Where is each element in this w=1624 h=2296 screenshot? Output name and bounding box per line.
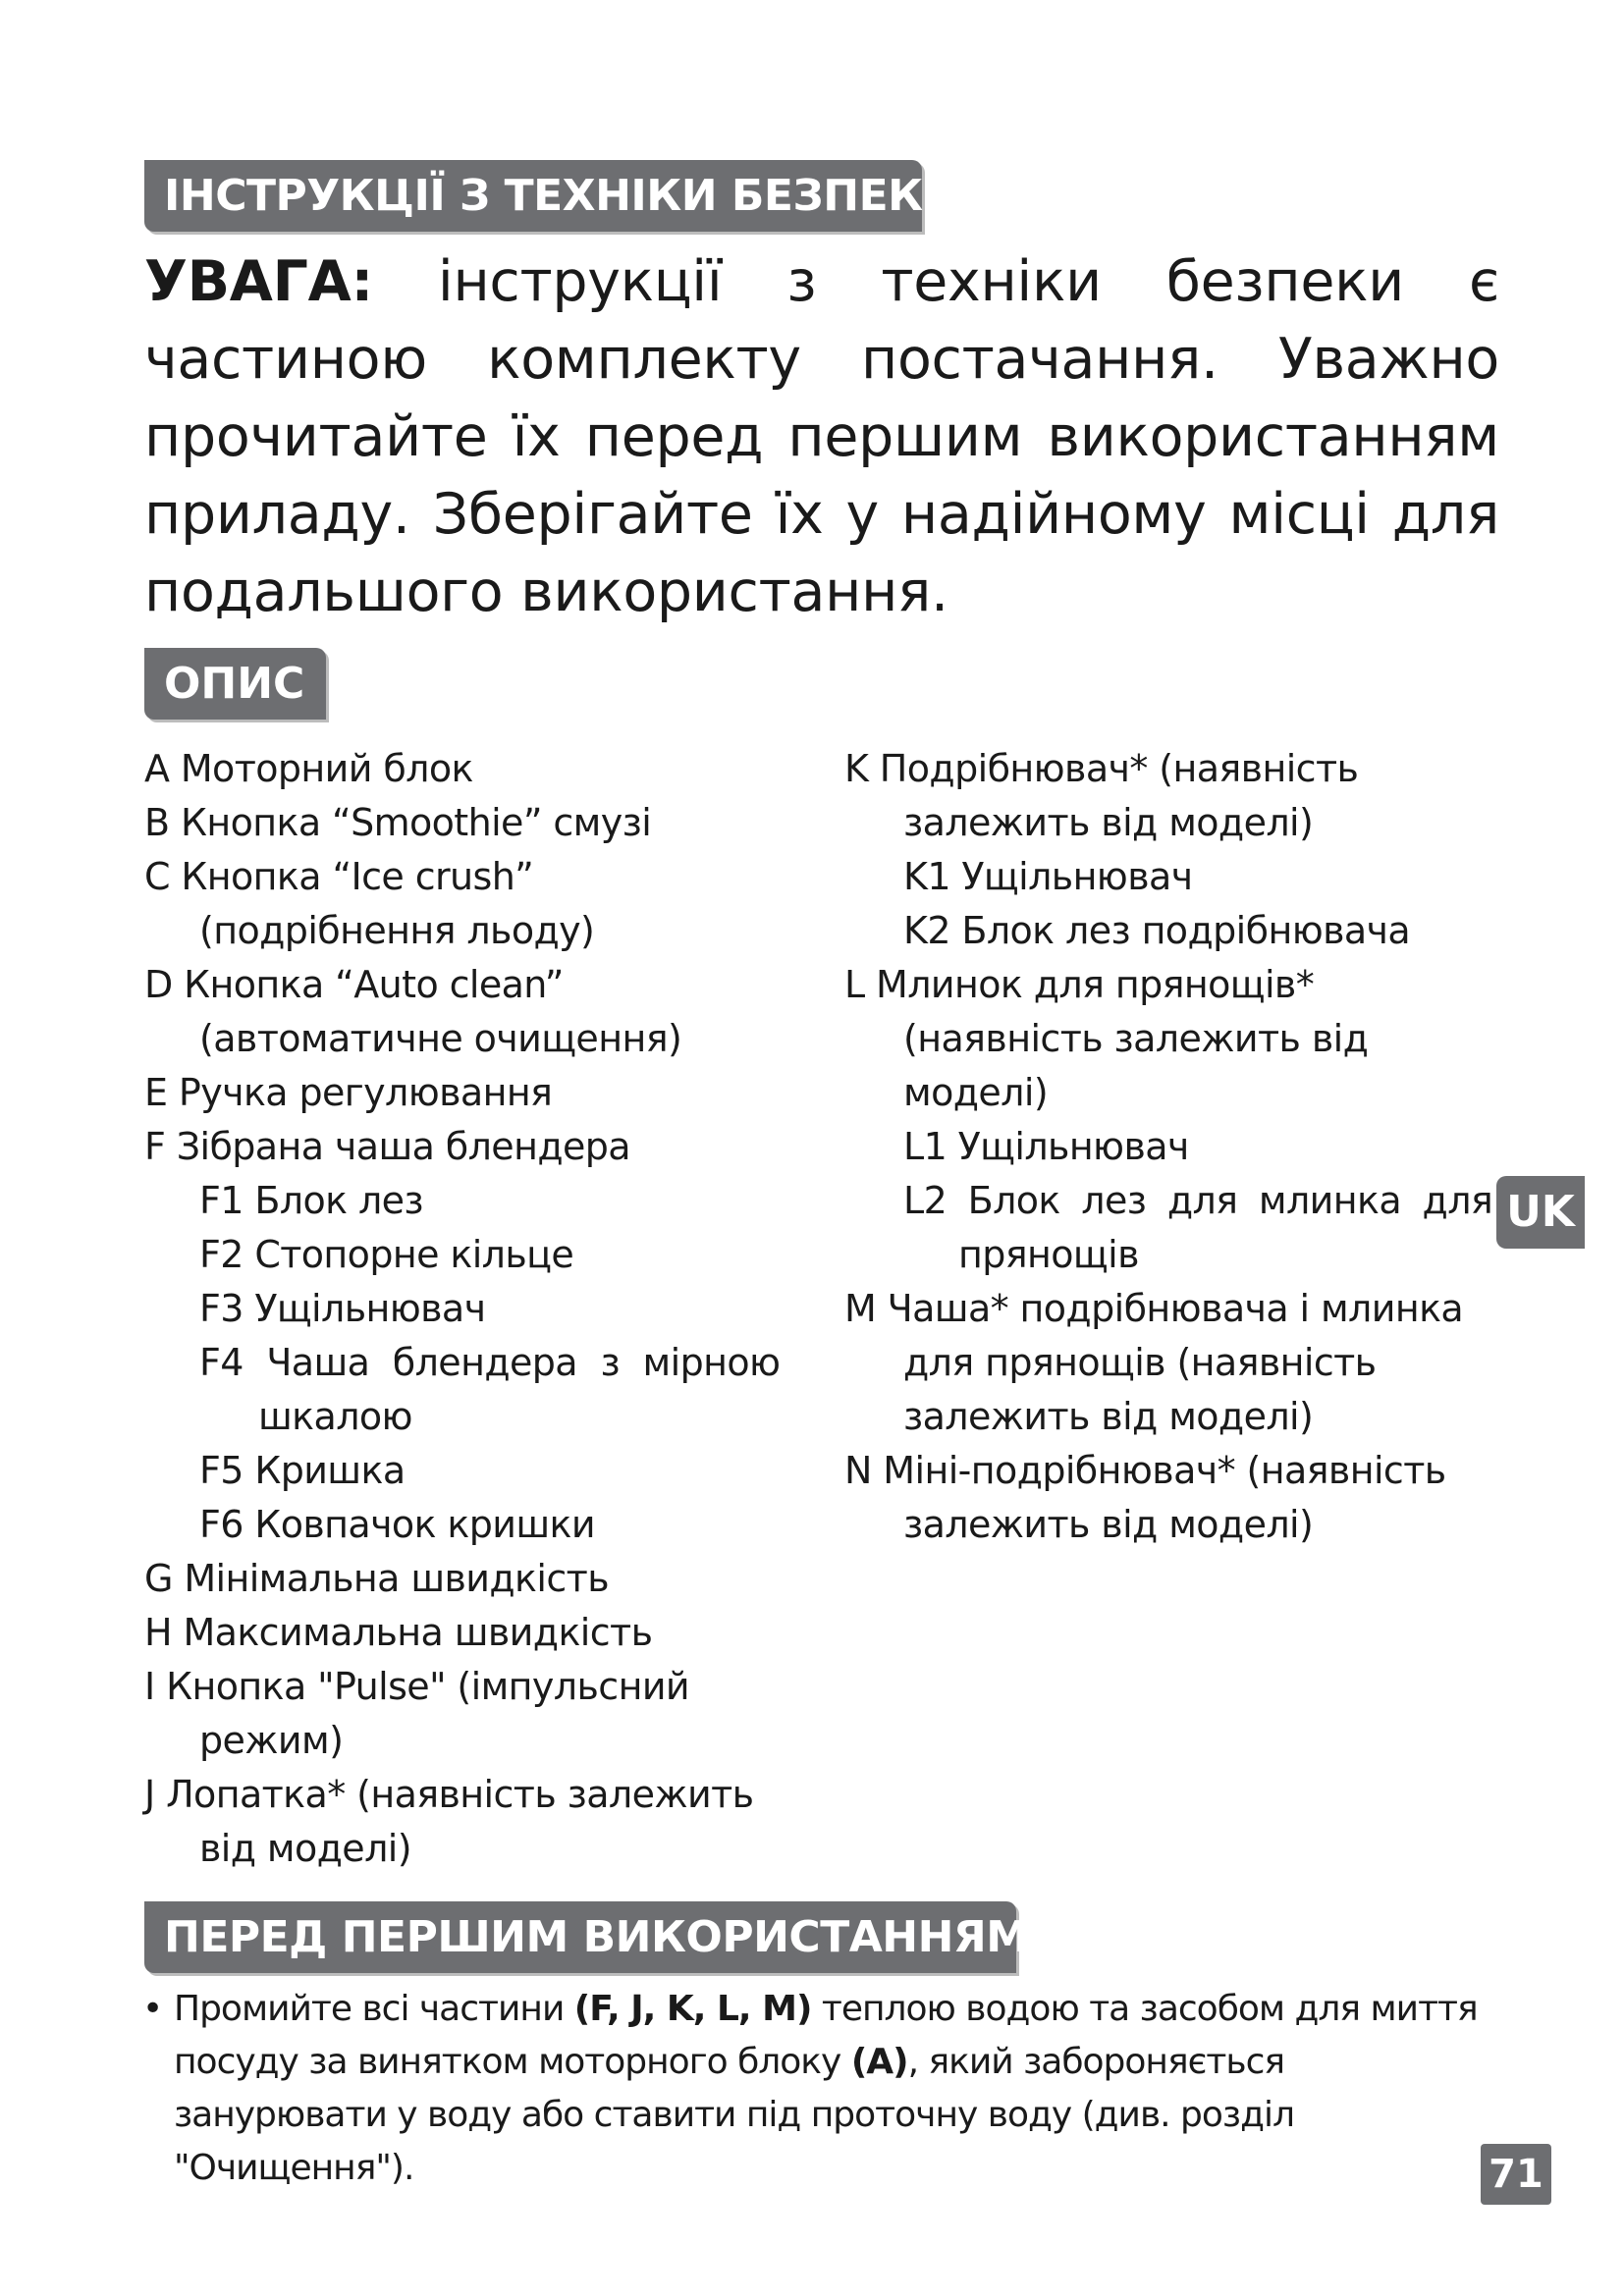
list-item: від моделі)	[199, 1827, 411, 1870]
list-item: K1 Ущільнювач	[903, 855, 1193, 898]
list-item: N Міні-подрібнювач* (наявність	[844, 1449, 1446, 1492]
list-item: залежить від моделі)	[903, 1395, 1314, 1438]
list-item: F1 Блок лез	[199, 1179, 424, 1222]
before-first-use-paragraph	[142, 1983, 1497, 2195]
list-item: залежить від моделі)	[903, 1503, 1314, 1546]
list-item: I Кнопка "Pulse" (імпульсний	[144, 1665, 690, 1708]
list-item: для прянощів (наявність	[903, 1341, 1377, 1384]
parts-list-right	[844, 742, 1512, 1552]
list-item: G Мінімальна швидкість	[144, 1557, 609, 1600]
parts-reference: (F, J, K, L, M)	[573, 1989, 812, 2029]
bullet: •	[142, 1989, 163, 2029]
list-item: M Чаша* подрібнювача і млинка	[844, 1287, 1464, 1330]
parts-list-left	[144, 742, 832, 1876]
description-heading: ОПИС	[144, 648, 326, 720]
instruction-text: Промийте всі частини	[174, 1989, 574, 2029]
list-item: L1 Ущільнювач	[903, 1125, 1189, 1168]
list-item: F5 Кришка	[199, 1449, 406, 1492]
list-item: B Кнопка “Smoothie” смузі	[144, 801, 652, 844]
motor-reference: (A)	[850, 2042, 908, 2082]
bullet-text	[174, 1983, 1497, 2195]
list-item: (подрібнення льоду)	[199, 909, 595, 952]
list-item: K2 Блок лез подрібнювача	[903, 909, 1411, 952]
list-item: залежить від моделі)	[903, 801, 1314, 844]
list-item: C Кнопка “Ice crush”	[144, 855, 534, 898]
warning-label: УВАГА:	[144, 249, 373, 314]
list-item: шкалою	[258, 1395, 412, 1438]
list-item: прянощів	[958, 1233, 1139, 1276]
list-item: моделі)	[903, 1071, 1049, 1114]
safety-instructions-heading: ІНСТРУКЦІЇ З ТЕХНІКИ БЕЗПЕКИ	[144, 160, 922, 232]
instruction-text: , який забороняється занурювати у воду або ставити під проточну воду (див. розділ "Очищення").	[174, 2042, 1294, 2188]
list-item: E Ручка регулювання	[144, 1071, 553, 1114]
page-number: 71	[1481, 2144, 1551, 2205]
list-item: D Кнопка “Auto clean”	[144, 963, 564, 1006]
warning-text: інструкції з техніки безпеки є частиною комплекту постачання. Уважно прочитайте їх перед першим використанням приладу. Зберігайте їх у надійному місці для подальшого використання.	[144, 249, 1499, 624]
list-item: F3 Ущільнювач	[199, 1287, 486, 1330]
list-item: A Моторний блок	[144, 747, 473, 790]
list-item: режим)	[199, 1719, 344, 1762]
list-item: F6 Ковпачок кришки	[199, 1503, 595, 1546]
list-item: J Лопатка* (наявність залежить	[144, 1773, 754, 1816]
list-item: (наявність залежить від	[903, 1017, 1369, 1060]
list-item: L2 Блок лез для млинка для	[903, 1179, 1493, 1222]
warning-paragraph	[144, 243, 1499, 631]
language-tab: UK	[1496, 1176, 1585, 1249]
list-item: (автоматичне очищення)	[199, 1017, 682, 1060]
list-item: F4 Чаша блендера з мірною	[199, 1341, 781, 1384]
list-item: L Млинок для прянощів*	[844, 963, 1315, 1006]
list-item: K Подрібнювач* (наявність	[844, 747, 1359, 790]
list-item: F2 Стопорне кільце	[199, 1233, 574, 1276]
list-item: F Зібрана чаша блендера	[144, 1125, 630, 1168]
list-item: H Максимальна швидкість	[144, 1611, 653, 1654]
before-first-use-heading: ПЕРЕД ПЕРШИМ ВИКОРИСТАННЯМ	[144, 1901, 1016, 1973]
instruction-text: теплою водою та засобом для миття посуду за винятком моторного блоку	[174, 1989, 1478, 2082]
